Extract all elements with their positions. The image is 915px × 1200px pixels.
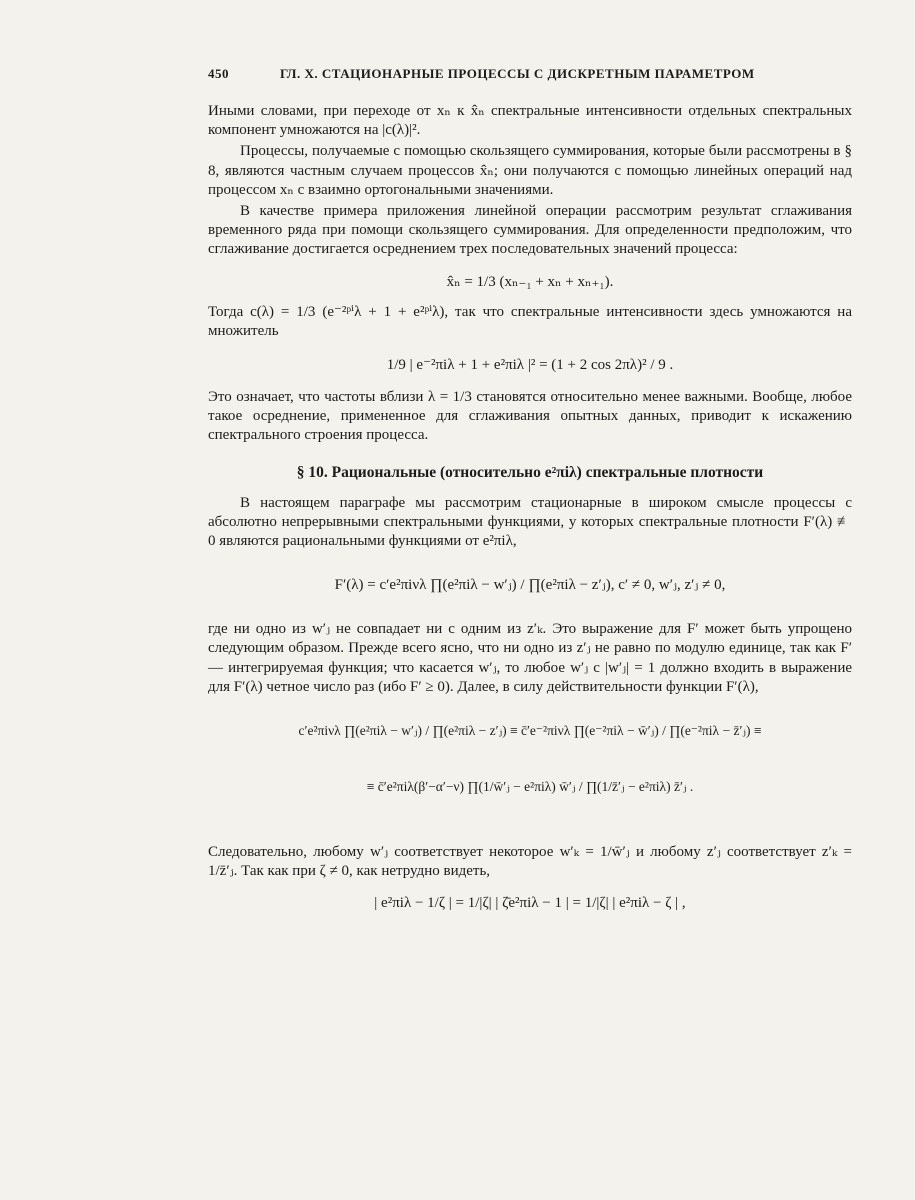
page-number: 450 — [208, 66, 229, 81]
paragraph-5: Это означает, что частоты вблизи λ = 1/3 становятся относительно менее важными. Вообще, любое такое осреднение, примененное для сглаживания опытных данных, приводит к искажению спектрального строения процесса. — [208, 389, 852, 444]
equation-conjugate-1: c′e²πiνλ ∏(e²πiλ − w′ⱼ) / ∏(e²πiλ − z′ⱼ) ≡ c̄′e⁻²πiνλ ∏(e⁻²πiλ − w̄′ⱼ) / ∏(e⁻²πiλ − z̄′ⱼ) ≡ — [298, 723, 762, 739]
paragraph-8: Следовательно, любому w′ⱼ соответствует некоторое w′ₖ = 1/w̄′ⱼ и любому z′ⱼ соответствует z′ₖ = 1/z̄′ⱼ. Так как при ζ ≠ 0, как нетрудно видеть, — [208, 844, 852, 880]
paragraph-4: Тогда c(λ) = 1/3 (e⁻²ᵖⁱλ + 1 + e²ᵖⁱλ), так что спектральные интенсивности здесь умножаются на множитель — [208, 303, 852, 339]
equation-conjugate-2: ≡ c̄′e²πiλ(β′−α′−ν) ∏(1/w̄′ⱼ − e²πiλ) w̄′ⱼ / ∏(1/z̄′ⱼ − e²πiλ) z̄′ⱼ . — [366, 779, 694, 795]
paragraph-1: Иными словами, при переходе от xₙ к x̂ₙ спектральные интенсивности отдельных спектральных компонент умножаются на |c(λ)|². — [208, 103, 852, 139]
page — [208, 66, 852, 926]
paragraph-7: где ни одно из w′ⱼ не совпадает ни с одним из z′ₖ. Это выражение для F′ может быть упрощено следующим образом. Прежде всего ясно, что ни одно из z′ⱼ не равно по модулю единице, так как F′ — интегрируемая функция; что касается w′ⱼ, то любое w′ⱼ с |w′ⱼ| = 1 должно входить в выражение для F′(λ) четное число раз (ибо F′ ≥ 0). Далее, в силу действительности функции F′(λ), — [208, 621, 852, 695]
paragraph-3: В качестве примера приложения линейной операции рассмотрим результат сглаживания временного ряда при помощи скользящего суммирования. Для определенности предположим, что сглаживание достигается осреднением трех последовательных значений процесса: — [208, 203, 852, 258]
running-head — [208, 66, 852, 82]
equation-spectral-density: F′(λ) = c′e²πiνλ ∏(e²πiλ − w′ⱼ) / ∏(e²πiλ − z′ⱼ), c′ ≠ 0, w′ⱼ, z′ⱼ ≠ 0, — [334, 577, 726, 594]
paragraph-6: В настоящем параграфе мы рассмотрим стационарные в широком смысле процессы с абсолютно непрерывными спектральными функциями, у которых спектральные плотности F′(λ) ≢ 0 являются рациональными функциями от e²πiλ, — [208, 494, 852, 550]
paragraph-2: Процессы, получаемые с помощью скользящего суммирования, которые были рассмотрены в § 8, являются частным случаем процессов x̂ₙ; они получаются с помощью линейных операций над процессом xₙ с взаимно ортогональными значениями. — [208, 143, 852, 198]
chapter-title: ГЛ. X. СТАЦИОНАРНЫЕ ПРОЦЕССЫ С ДИСКРЕТНЫМ ПАРАМЕТРОМ — [280, 66, 755, 81]
equation-modulus: | e²πiλ − 1/ζ | = 1/|ζ| | ζ̄e²πiλ − 1 | = 1/|ζ| | e²πiλ − ζ | , — [374, 895, 686, 912]
section-title: § 10. Рациональные (относительно e²πiλ) спектральные плотности — [296, 463, 764, 481]
equation-multiplier: 1/9 | e⁻²πiλ + 1 + e²πiλ |² = (1 + 2 cos 2πλ)² / 9 . — [386, 357, 674, 374]
equation-smoothing: x̂ₙ = 1/3 (xₙ₋₁ + xₙ + xₙ₊₁). — [446, 273, 614, 290]
